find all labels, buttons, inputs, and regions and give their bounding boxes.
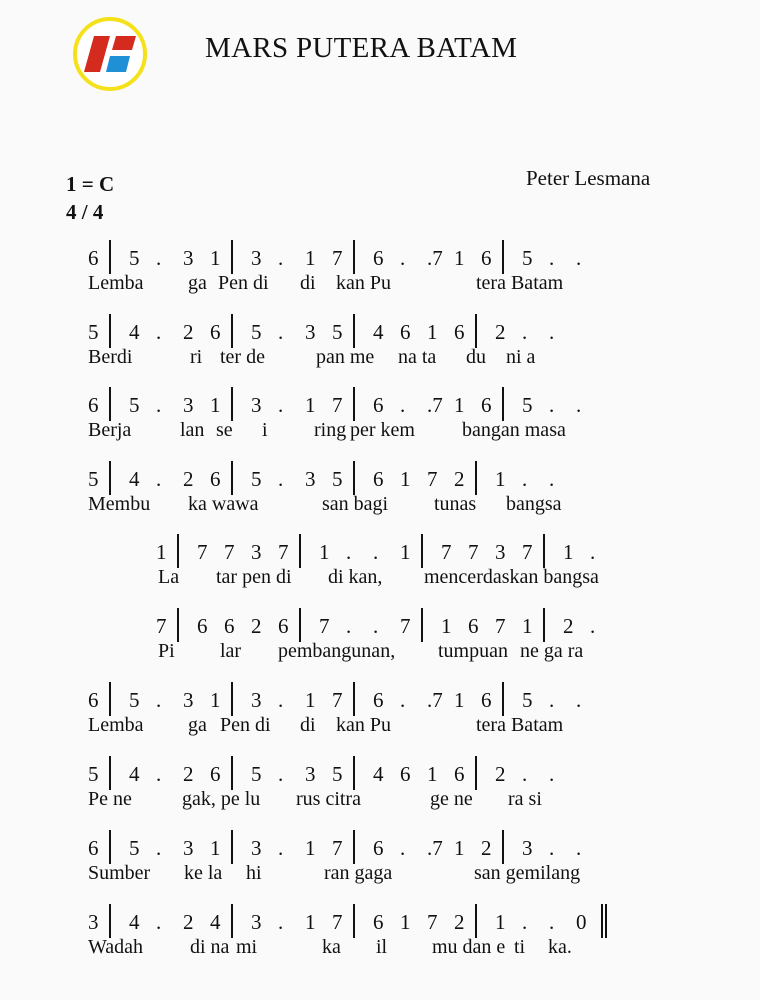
lyric-syllable: ra si (508, 788, 542, 810)
bar-line (353, 756, 355, 790)
hold-dot: . (549, 762, 555, 786)
note-number: 3 (305, 762, 316, 786)
composer-name: Peter Lesmana (526, 166, 651, 190)
lyric-syllable: hi (246, 862, 262, 884)
note-number: 1 (495, 910, 506, 934)
bar-line (231, 682, 233, 716)
bar-line (475, 461, 477, 495)
lyric-syllable: ring (314, 419, 347, 441)
lyric-syllable: kan Pu (336, 272, 391, 294)
note-number: 2 (183, 320, 194, 344)
lyric-syllable: san gemilang (474, 862, 581, 884)
lyric-syllable: Pi (158, 640, 175, 662)
note-number: 3 (495, 540, 506, 564)
note-number: 3 (251, 246, 262, 270)
bar-line (502, 682, 504, 716)
note-number: 7 (332, 836, 343, 860)
note-number: 6 (224, 614, 235, 638)
key-label: 1 = C (66, 172, 115, 196)
lyric-syllable: du (466, 346, 486, 368)
bar-line (109, 682, 111, 716)
hold-dot: . (590, 614, 596, 638)
hold-dot: . (576, 836, 582, 860)
lyric-syllable: i (262, 419, 268, 441)
lyric-syllable: mencerdaskan bangsa (424, 566, 599, 588)
note-number: .7 (427, 393, 443, 417)
note-number: 7 (197, 540, 208, 564)
hold-dot: . (400, 688, 406, 712)
note-number: 1 (454, 393, 465, 417)
lyric-syllable: bangan masa (462, 419, 566, 441)
note-number: 3 (251, 836, 262, 860)
bar-line (231, 904, 233, 938)
final-bar-line (601, 904, 607, 938)
note-number: 4 (373, 320, 384, 344)
bar-line (475, 314, 477, 348)
lyric-syllable: ran gaga (324, 862, 393, 884)
note-number: 2 (454, 467, 465, 491)
note-number: .7 (427, 688, 443, 712)
note-number: 3 (183, 393, 194, 417)
bar-line (353, 387, 355, 421)
lyric-syllable: tera Batam (476, 714, 564, 736)
note-number: 6 (88, 246, 99, 270)
note-number: 1 (210, 688, 221, 712)
lyric-syllable: ge ne (430, 788, 473, 810)
note-number: 3 (305, 467, 316, 491)
lyric-syllable: ri (190, 346, 203, 368)
hold-dot: . (156, 762, 162, 786)
bar-line (543, 608, 545, 642)
note-number: 6 (373, 246, 384, 270)
note-number: 4 (129, 762, 140, 786)
note-number: 1 (210, 393, 221, 417)
note-number: 3 (251, 688, 262, 712)
hold-dot: . (278, 246, 284, 270)
bar-line (421, 534, 423, 568)
lyric-syllable: Berdi (88, 346, 133, 368)
note-number: 1 (210, 836, 221, 860)
note-number: 5 (251, 320, 262, 344)
hold-dot: . (278, 393, 284, 417)
note-number: 6 (88, 688, 99, 712)
note-number: 1 (305, 246, 316, 270)
hold-dot: . (549, 320, 555, 344)
hold-dot: . (576, 246, 582, 270)
hold-dot: . (522, 320, 528, 344)
hold-dot: . (278, 836, 284, 860)
note-number: 5 (129, 393, 140, 417)
hold-dot: . (549, 393, 555, 417)
lyric-syllable: pan me (316, 346, 375, 368)
hold-dot: . (576, 688, 582, 712)
note-number: 1 (400, 910, 411, 934)
note-number: 5 (88, 467, 99, 491)
hold-dot: . (400, 246, 406, 270)
bar-line (109, 240, 111, 274)
note-number: 5 (522, 246, 533, 270)
note-number: 7 (427, 467, 438, 491)
note-number: 6 (373, 836, 384, 860)
lyric-syllable: di na (190, 936, 230, 958)
note-number: 6 (400, 320, 411, 344)
hold-dot: . (156, 910, 162, 934)
note-number: 5 (332, 762, 343, 786)
bar-line (502, 387, 504, 421)
lyric-syllable: Wadah (88, 936, 144, 958)
note-number: 0 (576, 910, 587, 934)
note-number: 4 (129, 910, 140, 934)
note-number: 1 (210, 246, 221, 270)
bar-line (353, 240, 355, 274)
note-number: 4 (129, 467, 140, 491)
lyric-syllable: tar pen di (216, 566, 292, 588)
note-number: 6 (481, 246, 492, 270)
bar-line (109, 387, 111, 421)
note-number: 6 (454, 762, 465, 786)
note-number: 1 (305, 910, 316, 934)
lyric-syllable: na ta (398, 346, 437, 368)
hold-dot: . (400, 836, 406, 860)
bar-line (231, 240, 233, 274)
note-number: 4 (129, 320, 140, 344)
lyric-syllable: Pe ne (88, 788, 132, 810)
lyric-syllable: rus citra (296, 788, 361, 810)
note-number: 5 (88, 762, 99, 786)
lyric-syllable: ga (188, 714, 207, 736)
bar-line (502, 830, 504, 864)
lyric-syllable: Sumber (88, 862, 151, 884)
note-number: 2 (183, 467, 194, 491)
bar-line (353, 904, 355, 938)
note-number: 6 (373, 910, 384, 934)
lyric-syllable: kan Pu (336, 714, 391, 736)
lyric-syllable: Membu (88, 493, 151, 515)
note-number: 4 (210, 910, 221, 934)
hold-dot: . (156, 467, 162, 491)
note-number: 7 (427, 910, 438, 934)
lyric-syllable: di kan, (328, 566, 383, 588)
note-number: 4 (373, 762, 384, 786)
hold-dot: . (549, 836, 555, 860)
note-number: 3 (183, 246, 194, 270)
note-number: 5 (522, 688, 533, 712)
note-number: 5 (251, 762, 262, 786)
bar-line (109, 756, 111, 790)
note-number: 7 (332, 688, 343, 712)
hold-dot: . (549, 467, 555, 491)
note-number: 3 (183, 688, 194, 712)
note-number: 3 (183, 836, 194, 860)
note-number: 6 (481, 688, 492, 712)
lyric-syllable: lar (220, 640, 242, 662)
note-number: 7 (332, 910, 343, 934)
lyric-syllable: di (300, 272, 316, 294)
note-number: 1 (454, 836, 465, 860)
hold-dot: . (156, 393, 162, 417)
note-number: 6 (88, 836, 99, 860)
note-number: 1 (305, 393, 316, 417)
hold-dot: . (400, 393, 406, 417)
lyric-syllable: ne ga ra (520, 640, 584, 662)
note-number: 2 (495, 320, 506, 344)
note-number: 2 (454, 910, 465, 934)
lyric-syllable: tunas (434, 493, 477, 515)
bar-line (475, 756, 477, 790)
bar-line (353, 461, 355, 495)
hold-dot: . (522, 467, 528, 491)
note-number: 7 (224, 540, 235, 564)
note-number: 6 (373, 688, 384, 712)
hold-dot: . (278, 467, 284, 491)
note-number: 6 (373, 393, 384, 417)
hold-dot: . (590, 540, 596, 564)
lyric-syllable: La (158, 566, 180, 588)
note-number: 2 (495, 762, 506, 786)
note-number: 3 (251, 393, 262, 417)
bar-line (177, 534, 179, 568)
hold-dot: . (373, 614, 379, 638)
note-number: 2 (481, 836, 492, 860)
bar-line (231, 314, 233, 348)
note-number: 1 (305, 836, 316, 860)
note-number: 6 (481, 393, 492, 417)
note-number: 3 (88, 910, 99, 934)
hold-dot: . (576, 393, 582, 417)
hold-dot: . (346, 540, 352, 564)
hold-dot: . (278, 762, 284, 786)
lyric-syllable: per kem (350, 419, 415, 441)
lyric-syllable: Lemba (88, 714, 144, 736)
lyric-syllable: ke la (184, 862, 223, 884)
hold-dot: . (156, 320, 162, 344)
bar-line (231, 830, 233, 864)
hold-dot: . (278, 688, 284, 712)
lyric-syllable: Lemba (88, 272, 144, 294)
hold-dot: . (156, 246, 162, 270)
note-number: 1 (427, 320, 438, 344)
note-number: 7 (495, 614, 506, 638)
lyric-syllable: ka wawa (188, 493, 259, 515)
hold-dot: . (373, 540, 379, 564)
hold-dot: . (156, 836, 162, 860)
lyric-syllable: pembangunan, (278, 640, 396, 662)
note-number: 6 (210, 762, 221, 786)
hold-dot: . (278, 320, 284, 344)
note-number: 1 (305, 688, 316, 712)
note-number: 6 (210, 320, 221, 344)
note-number: 6 (210, 467, 221, 491)
lyric-syllable: mu dan e (432, 936, 506, 958)
note-number: 6 (197, 614, 208, 638)
bar-line (109, 830, 111, 864)
note-number: 1 (441, 614, 452, 638)
note-number: 6 (468, 614, 479, 638)
bar-line (543, 534, 545, 568)
lyric-syllable: gak, pe lu (182, 788, 261, 810)
bar-line (502, 240, 504, 274)
note-number: .7 (427, 836, 443, 860)
bar-line (353, 314, 355, 348)
hold-dot: . (549, 688, 555, 712)
note-number: 6 (454, 320, 465, 344)
bar-line (421, 608, 423, 642)
lyric-syllable: san bagi (322, 493, 389, 515)
hold-dot: . (156, 688, 162, 712)
note-number: 7 (468, 540, 479, 564)
note-number: 1 (156, 540, 167, 564)
bar-line (231, 387, 233, 421)
bar-line (299, 534, 301, 568)
hold-dot: . (346, 614, 352, 638)
note-number: 7 (400, 614, 411, 638)
meter-label: 4 / 4 (66, 200, 104, 224)
note-number: .7 (427, 246, 443, 270)
lyric-syllable: il (376, 936, 388, 958)
note-number: 5 (129, 836, 140, 860)
note-number: 1 (427, 762, 438, 786)
note-number: 1 (319, 540, 330, 564)
note-number: 6 (400, 762, 411, 786)
lyric-syllable: ka. (548, 936, 572, 958)
bar-line (109, 314, 111, 348)
lyric-syllable: ter de (220, 346, 265, 368)
bar-line (109, 904, 111, 938)
lyric-syllable: mi (236, 936, 258, 958)
lyric-syllable: bangsa (506, 493, 562, 515)
lyric-syllable: tera Batam (476, 272, 564, 294)
note-number: 3 (251, 540, 262, 564)
lyric-syllable: ka (322, 936, 341, 958)
note-number: 5 (332, 467, 343, 491)
lyric-syllable: Pen di (220, 714, 271, 736)
hold-dot: . (549, 246, 555, 270)
lyric-syllable: ni a (506, 346, 536, 368)
lyric-syllable: Berja (88, 419, 132, 441)
note-number: 5 (522, 393, 533, 417)
note-number: 1 (400, 467, 411, 491)
lyric-syllable: tumpuan (438, 640, 508, 662)
note-number: 6 (88, 393, 99, 417)
note-number: 1 (522, 614, 533, 638)
bar-line (353, 830, 355, 864)
hold-dot: . (549, 910, 555, 934)
note-number: 1 (454, 688, 465, 712)
bar-line (475, 904, 477, 938)
song-title: MARS PUTERA BATAM (205, 32, 518, 64)
lyric-syllable: lan (180, 419, 205, 441)
note-number: 1 (495, 467, 506, 491)
lyric-syllable: se (216, 419, 233, 441)
note-number: 7 (522, 540, 533, 564)
note-number: 6 (373, 467, 384, 491)
bar-line (231, 756, 233, 790)
note-number: 5 (332, 320, 343, 344)
note-number: 1 (563, 540, 574, 564)
bar-line (231, 461, 233, 495)
note-number: 3 (251, 910, 262, 934)
note-number: 3 (305, 320, 316, 344)
note-number: 5 (129, 246, 140, 270)
note-number: 7 (278, 540, 289, 564)
note-number: 5 (251, 467, 262, 491)
note-number: 7 (156, 614, 167, 638)
lyric-syllable: di (300, 714, 316, 736)
note-number: 2 (251, 614, 262, 638)
note-number: 1 (400, 540, 411, 564)
note-number: 6 (278, 614, 289, 638)
note-number: 7 (319, 614, 330, 638)
hold-dot: . (522, 762, 528, 786)
note-number: 7 (332, 246, 343, 270)
lyric-syllable: ga (188, 272, 207, 294)
note-number: 7 (441, 540, 452, 564)
hold-dot: . (522, 910, 528, 934)
note-number: 2 (183, 910, 194, 934)
bar-line (299, 608, 301, 642)
bar-line (353, 682, 355, 716)
note-number: 2 (183, 762, 194, 786)
bar-line (109, 461, 111, 495)
note-number: 5 (129, 688, 140, 712)
note-number: 3 (522, 836, 533, 860)
bar-line (177, 608, 179, 642)
note-number: 5 (88, 320, 99, 344)
lyric-syllable: Pen di (218, 272, 269, 294)
lyric-syllable: ti (514, 936, 526, 958)
note-number: 1 (454, 246, 465, 270)
hold-dot: . (278, 910, 284, 934)
note-number: 2 (563, 614, 574, 638)
note-number: 7 (332, 393, 343, 417)
